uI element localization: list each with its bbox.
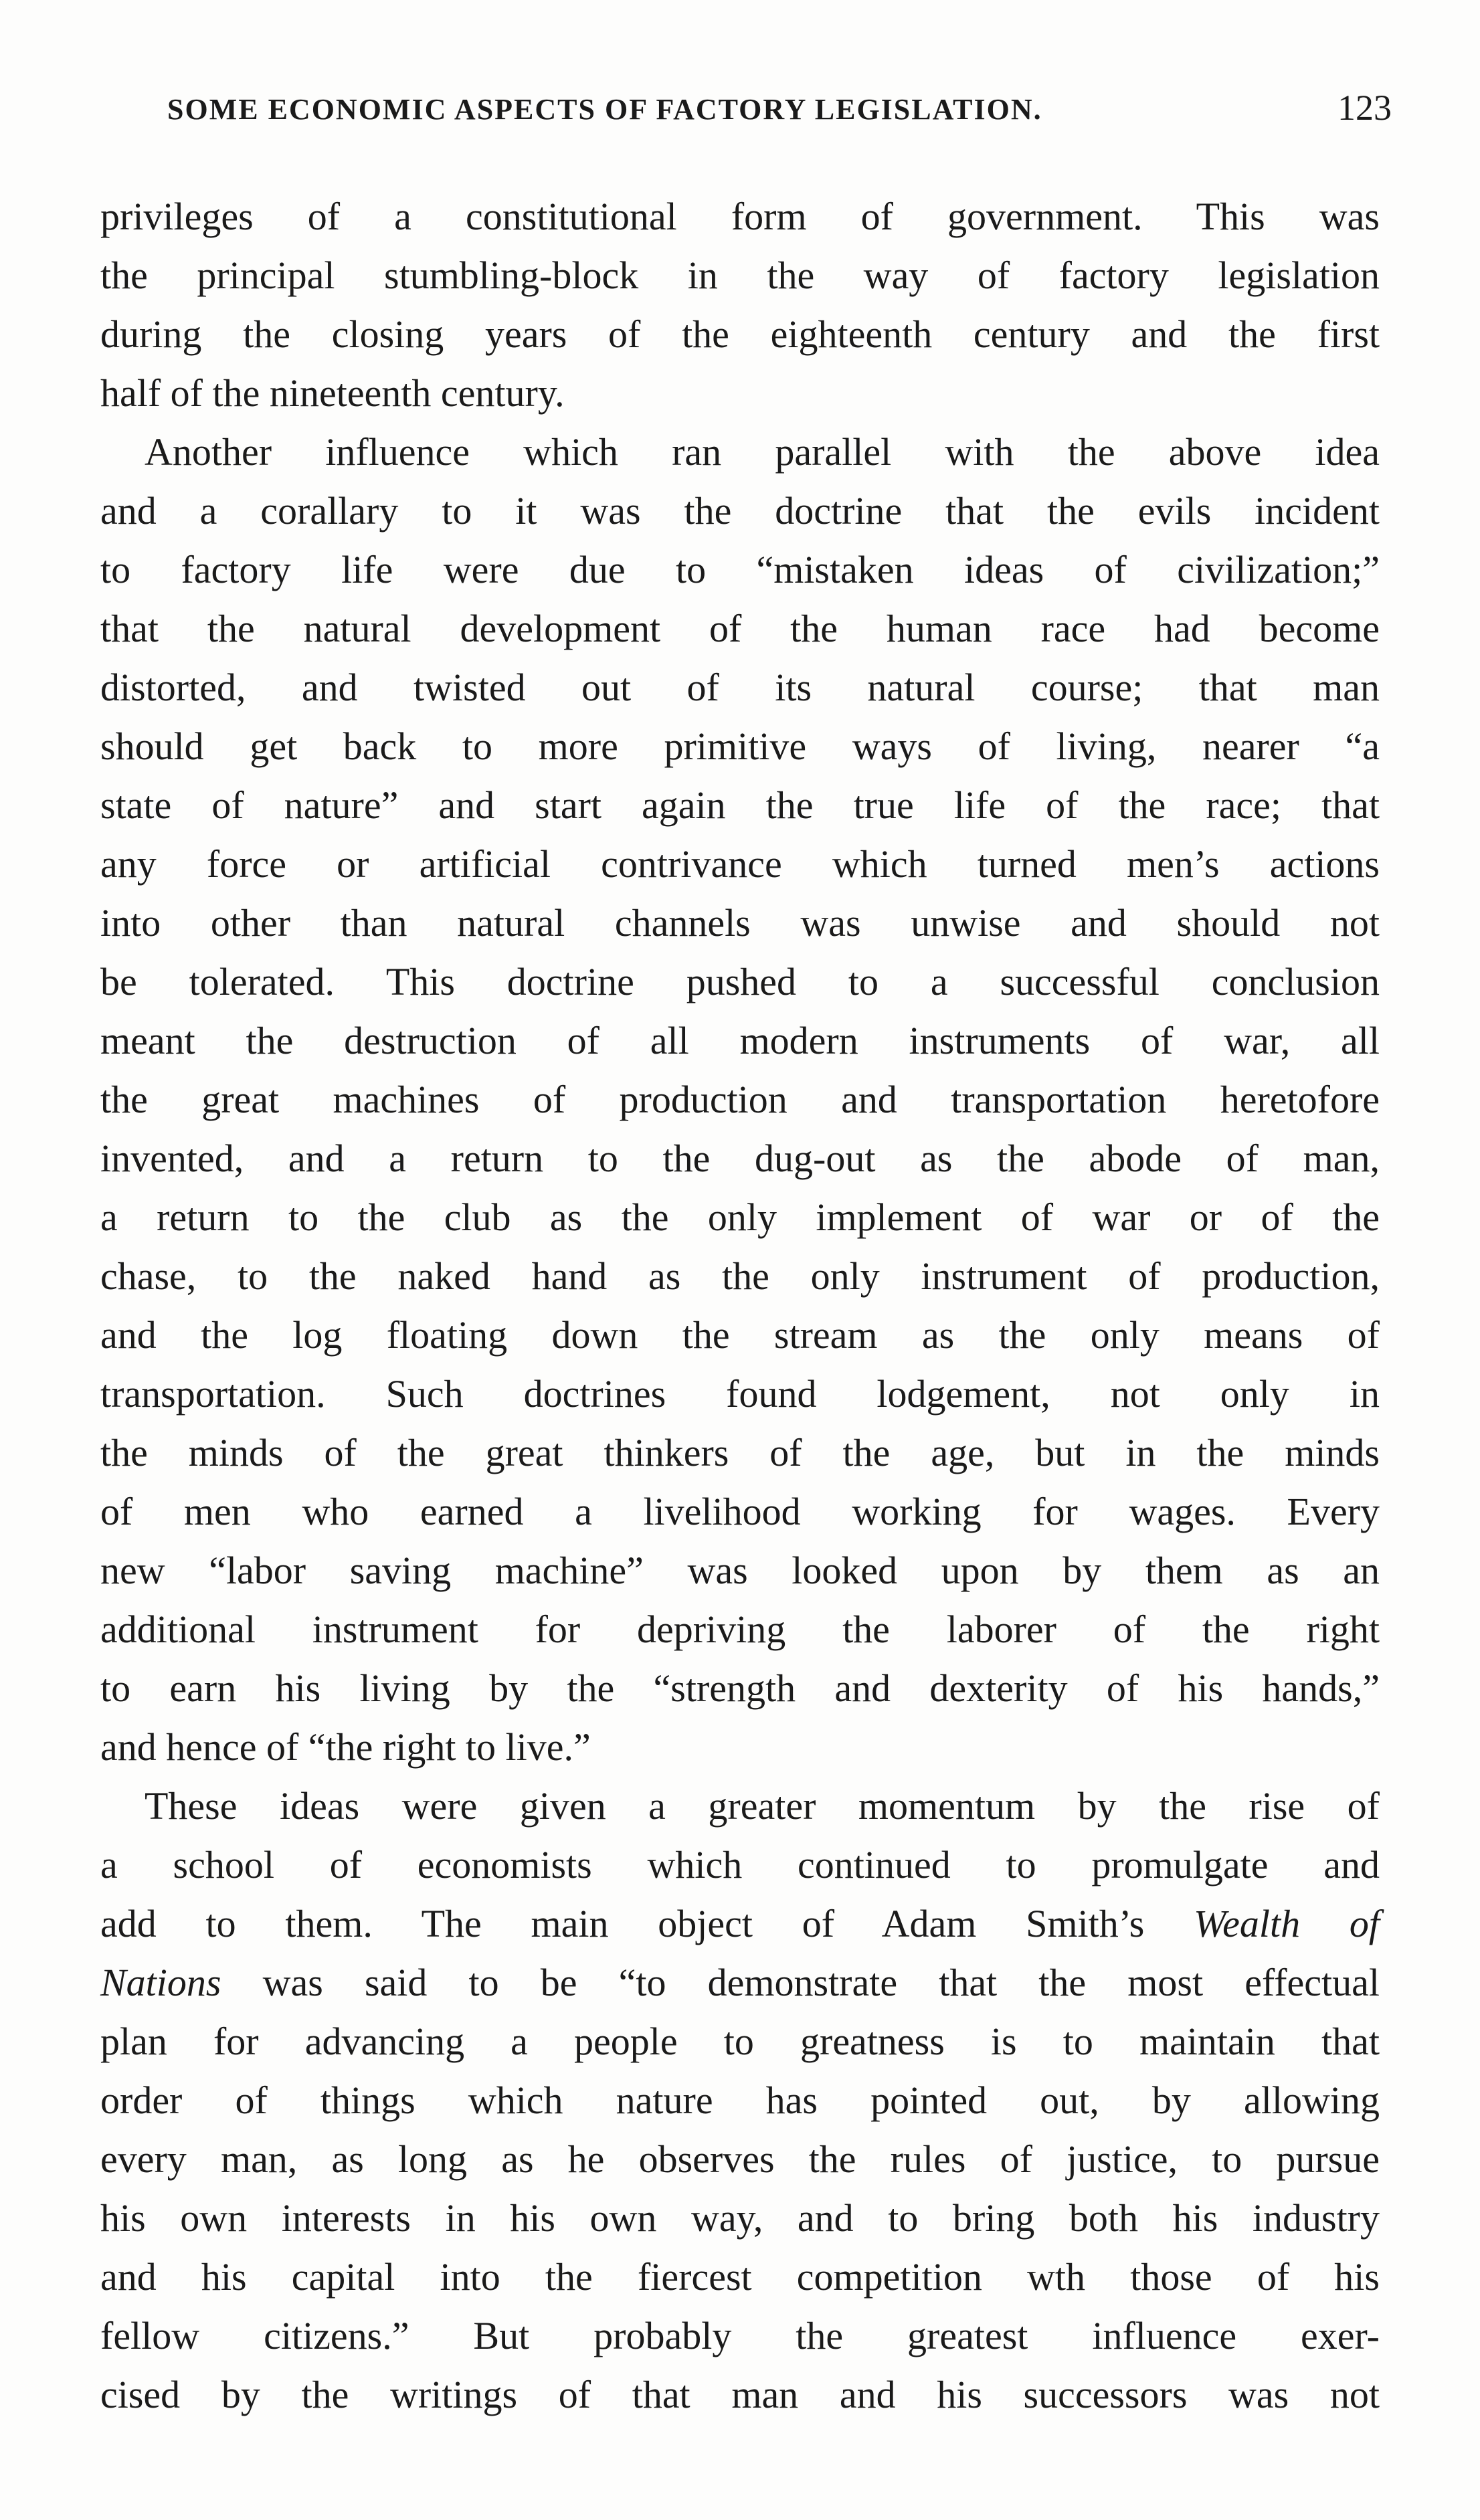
book-title-italic: Wealth of <box>1194 1902 1380 1945</box>
text-line: invented, and a return to the dug-out as the abode of man, <box>100 1137 1380 1180</box>
book-title-italic: Nations <box>100 1961 221 2004</box>
text-line: the great machines of production and transportation heretofore <box>100 1078 1380 1121</box>
text-line: every man, as long as he observes the rules of justice, to pursue <box>100 2137 1380 2181</box>
text-line: privileges of a constitutional form of government. This was <box>100 195 1380 238</box>
text-line: the minds of the great thinkers of the age, but in the minds <box>100 1431 1380 1474</box>
text-line: meant the destruction of all modern instruments of war, all <box>100 1019 1380 1062</box>
text-line: be tolerated. This doctrine pushed to a successful conclusion <box>100 960 1380 1003</box>
text-line: new “labor saving machine” was looked upon by them as an <box>100 1549 1380 1592</box>
text-span: was said to be “to demonstrate that the most effectual <box>221 1961 1380 2004</box>
paragraph-start-line: Another influence which ran parallel with the above idea <box>145 430 1380 474</box>
text-line: a return to the club as the only implement of war or of the <box>100 1195 1380 1239</box>
text-line: transportation. Such doctrines found lodgement, not only in <box>100 1372 1380 1416</box>
body-text <box>100 187 1380 2424</box>
running-title: SOME ECONOMIC ASPECTS OF FACTORY LEGISLATION. <box>167 93 1042 126</box>
text-line: cised by the writings of that man and his successors was not <box>100 2373 1380 2416</box>
text-line: order of things which nature has pointed out, by allowing <box>100 2078 1380 2122</box>
text-line: his own interests in his own way, and to bring both his industry <box>100 2196 1380 2240</box>
text-line: chase, to the naked hand as the only instrument of production, <box>100 1254 1380 1298</box>
text-line <box>100 1953 1380 2012</box>
paragraph-start-line: These ideas were given a greater momentum by the rise of <box>145 1784 1380 1828</box>
page-number: 123 <box>1337 88 1392 128</box>
text-line <box>100 1895 1380 1953</box>
text-line: and the log floating down the stream as the only means of <box>100 1313 1380 1357</box>
text-line: that the natural development of the human race had become <box>100 607 1380 650</box>
text-line: and a corallary to it was the doctrine that the evils incident <box>100 489 1380 532</box>
text-line: to factory life were due to “mistaken ideas of civilization;” <box>100 548 1380 591</box>
text-line: state of nature” and start again the true life of the race; that <box>100 783 1380 827</box>
text-line: distorted, and twisted out of its natural course; that man <box>100 666 1380 709</box>
text-line: plan for advancing a people to greatness is to maintain that <box>100 2020 1380 2063</box>
text-span: add to them. The main object of Adam Smith’s <box>100 1902 1194 1945</box>
text-line: the principal stumbling-block in the way of factory legislation <box>100 254 1380 297</box>
text-line: of men who earned a livelihood working for wages. Every <box>100 1490 1380 1533</box>
text-line: during the closing years of the eighteenth century and the first <box>100 312 1380 356</box>
text-line: should get back to more primitive ways of living, nearer “a <box>100 724 1380 768</box>
text-line: and his capital into the fiercest competition wth those of his <box>100 2255 1380 2299</box>
text-line: additional instrument for depriving the laborer of the right <box>100 1608 1380 1651</box>
text-line: and hence of “the right to live.” <box>100 1725 591 1769</box>
page-header <box>167 86 1392 132</box>
text-line: fellow citizens.” But probably the greatest influence exer- <box>100 2314 1380 2357</box>
text-line: any force or artificial contrivance which turned men’s actions <box>100 842 1380 886</box>
text-line: into other than natural channels was unwise and should not <box>100 901 1380 945</box>
text-line: a school of economists which continued to promulgate and <box>100 1843 1380 1886</box>
text-line: half of the nineteenth century. <box>100 371 565 415</box>
text-line: to earn his living by the “strength and dexterity of his hands,” <box>100 1666 1380 1710</box>
